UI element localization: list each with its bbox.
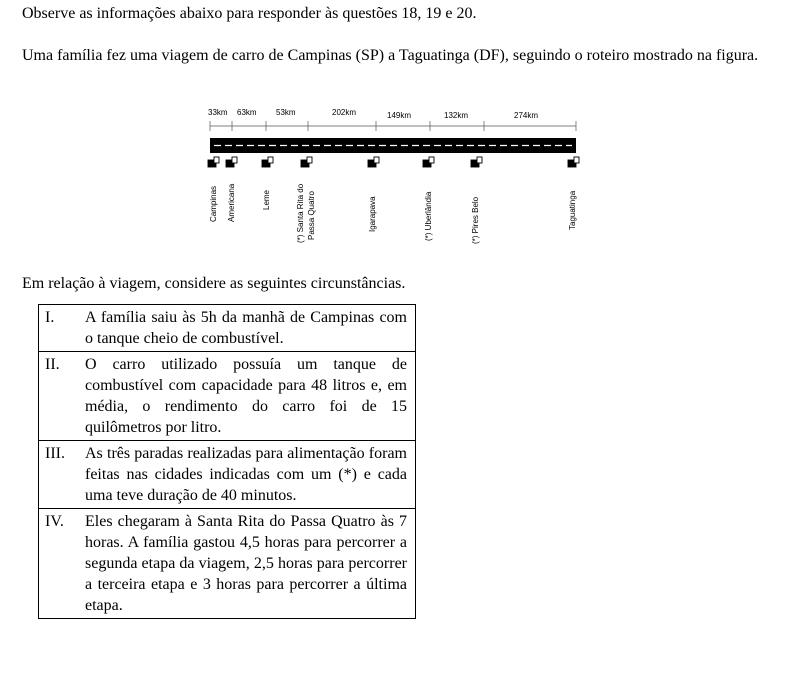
city-label-passa-quatro: Passa Quatro [307,191,316,240]
item-number: I. [39,305,80,352]
distance-label: 202km [332,108,357,117]
item-text: A família saiu às 5h da manhã de Campinas com o tanque cheio de combustível. [79,305,416,352]
marker-icon [423,157,434,167]
item-number: III. [39,441,80,509]
city-label-leme: Leme [262,189,271,210]
trip-description: Uma família fez uma viagem de carro de Campinas (SP) a Taguatinga (DF), seguindo o roteiro mostrado na figura. [22,47,759,64]
road [210,138,576,153]
consider-text: Em relação à viagem, considere as seguintes circunstâncias. [22,275,406,292]
item-text: Eles chegaram à Santa Rita do Passa Quatro às 7 horas. A família gastou 4,5 horas para percorrer a segunda etapa da viagem, 2,5 horas para percorrer a terceira etapa e 3 horas para percorrer a última etapa. [79,509,416,619]
distance-label: 149km [387,111,412,120]
city-label-uberlandia: (*) Uberlândia [424,191,433,241]
route-map [198,104,583,249]
table-row [39,509,416,619]
marker-icon [471,157,482,167]
dimension-line [210,121,576,131]
city-label-americana: Americana [227,183,236,222]
marker-icon [262,157,273,167]
item-text: O carro utilizado possuía um tanque de combustível com capacidade para 48 litros e, em média, o rendimento do carro foi de 15 quilômetros por litro. [79,352,416,441]
item-number: II. [39,352,80,441]
distance-label: 63km [237,108,257,117]
table-row [39,441,416,509]
city-markers [208,157,579,167]
city-label-igarapava: Igarapava [368,196,377,232]
distance-label: 274km [514,111,539,120]
marker-icon [208,157,219,167]
distance-label: 53km [276,108,296,117]
marker-icon [301,157,312,167]
city-label-pires-belo: (*) Pires Belo [471,196,480,244]
distance-label: 33km [208,108,228,117]
marker-icon [226,157,237,167]
marker-icon [568,157,579,167]
city-label-santa-rita: (*) Santa Rita do [296,183,305,243]
item-number: IV. [39,509,80,619]
city-label-campinas: Campinas [209,185,218,222]
table-row [39,352,416,441]
intro-text: Observe as informações abaixo para responder às questões 18, 19 e 20. [22,5,477,22]
distance-label: 132km [444,111,469,120]
circumstances-table [38,304,416,619]
marker-icon [368,157,379,167]
city-label-taguatinga: Taguatinga [568,190,577,230]
item-text: As três paradas realizadas para alimentação foram feitas nas cidades indicadas com um (*) e cada uma teve duração de 40 minutos. [79,441,416,509]
table-row [39,305,416,352]
